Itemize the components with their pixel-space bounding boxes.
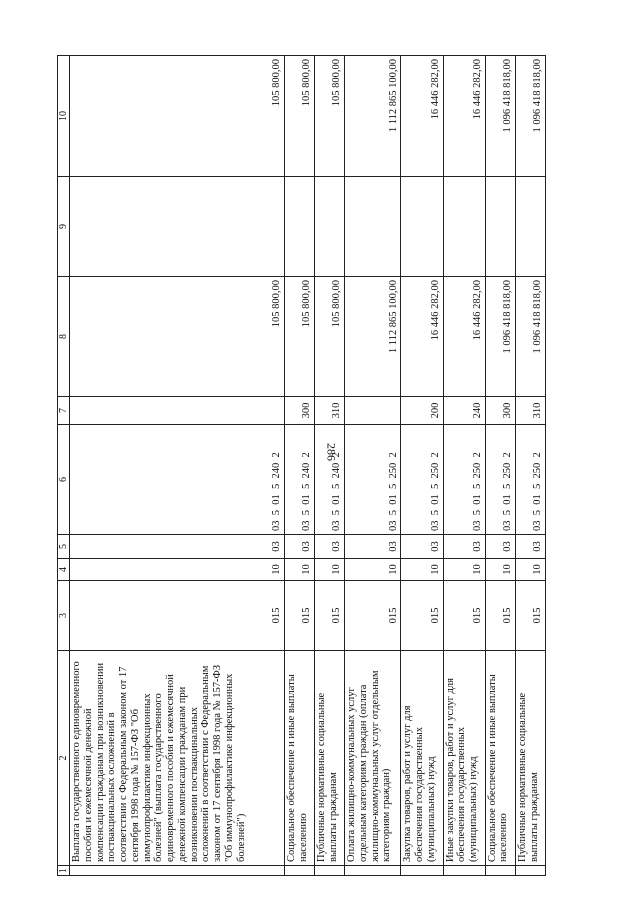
section-cell: 10: [70, 559, 285, 581]
row-number-cell: [515, 866, 545, 876]
row-number-cell: [315, 866, 345, 876]
subsection-cell: 03: [485, 535, 515, 559]
table-row: [345, 56, 401, 876]
section-cell: 10: [285, 559, 315, 581]
row-number-cell: [485, 866, 515, 876]
subsection-cell: 03: [443, 535, 485, 559]
amount-2-cell: [485, 177, 515, 277]
total-cell: 105 800,00: [70, 56, 285, 177]
subsection-cell: 03: [401, 535, 443, 559]
amount-cell: 16 446 282,00: [401, 277, 443, 397]
section-cell: 10: [401, 559, 443, 581]
total-cell: 16 446 282,00: [401, 56, 443, 177]
amount-cell: 105 800,00: [285, 277, 315, 397]
header-col-10: 10: [58, 56, 70, 177]
description-cell: Выплата государственного единовременного пособия и ежемесячной денежной компенсации гражданам при возникновении поствакцинальных осложнений в соответствии с Федеральным законом от 17 сентября 1998 года № 157-ФЗ "Об иммунопрофилактике инфекционных болезней" (выплата государственного единовременного пособия и ежемесячной денежной компенсации гражданам при возникновении поствакцинальных осложнений в соответствии с Федеральным законом от 17 сентября 1998 года № 157-ФЗ "Об иммунопрофилактике инфекционных болезней"): [70, 651, 285, 866]
target-article-cell: 03 5 01 5 250 2: [401, 425, 443, 535]
target-article-cell: 03 5 01 5 250 2: [485, 425, 515, 535]
section-cell: 10: [443, 559, 485, 581]
admin-code-cell: 015: [315, 581, 345, 651]
table-row: [443, 56, 485, 876]
subsection-cell: 03: [345, 535, 401, 559]
page-number: 286: [324, 443, 339, 461]
amount-cell: 16 446 282,00: [443, 277, 485, 397]
admin-code-cell: 015: [515, 581, 545, 651]
target-article-cell: 03 5 01 5 240 2: [70, 425, 285, 535]
amount-cell: 1 096 418 818,00: [485, 277, 515, 397]
total-cell: 16 446 282,00: [443, 56, 485, 177]
header-col-2: 2: [58, 651, 70, 866]
subsection-cell: 03: [285, 535, 315, 559]
header-col-7: 7: [58, 397, 70, 425]
amount-2-cell: [345, 177, 401, 277]
amount-2-cell: [285, 177, 315, 277]
row-number-cell: [70, 866, 285, 876]
header-row: [58, 56, 70, 876]
subsection-cell: 03: [70, 535, 285, 559]
expense-type-cell: 300: [485, 397, 515, 425]
section-cell: 10: [345, 559, 401, 581]
amount-cell: 105 800,00: [315, 277, 345, 397]
description-cell: Социальное обеспечение и иные выплаты населению: [485, 651, 515, 866]
amount-2-cell: [515, 177, 545, 277]
section-cell: 10: [315, 559, 345, 581]
target-article-cell: 03 5 01 5 250 2: [443, 425, 485, 535]
budget-table: [57, 55, 546, 876]
expense-type-cell: 310: [315, 397, 345, 425]
expense-type-cell: 200: [401, 397, 443, 425]
header-col-9: 9: [58, 177, 70, 277]
description-cell: Публичные нормативные социальные выплаты гражданам: [315, 651, 345, 866]
description-cell: Иные закупки товаров, работ и услуг для обеспечения государственных (муниципальных) нужд: [443, 651, 485, 866]
subsection-cell: 03: [515, 535, 545, 559]
section-cell: 10: [485, 559, 515, 581]
table-row: [285, 56, 315, 876]
total-cell: 105 800,00: [285, 56, 315, 177]
description-cell: Закупка товаров, работ и услуг для обеспечения государственных (муниципальных) нужд: [401, 651, 443, 866]
row-number-cell: [443, 866, 485, 876]
total-cell: 1 096 418 818,00: [485, 56, 515, 177]
table-row: [315, 56, 345, 876]
header-col-3: 3: [58, 581, 70, 651]
row-number-cell: [345, 866, 401, 876]
description-cell: Публичные нормативные социальные выплаты гражданам: [515, 651, 545, 866]
admin-code-cell: 015: [485, 581, 515, 651]
amount-cell: 1 096 418 818,00: [515, 277, 545, 397]
total-cell: 1 112 865 100,00: [345, 56, 401, 177]
amount-2-cell: [70, 177, 285, 277]
target-article-cell: 03 5 01 5 240 2: [285, 425, 315, 535]
row-number-cell: [285, 866, 315, 876]
expense-type-cell: [70, 397, 285, 425]
subsection-cell: 03: [315, 535, 345, 559]
admin-code-cell: 015: [285, 581, 315, 651]
total-cell: 1 096 418 818,00: [515, 56, 545, 177]
admin-code-cell: 015: [443, 581, 485, 651]
amount-2-cell: [315, 177, 345, 277]
amount-cell: 1 112 865 100,00: [345, 277, 401, 397]
admin-code-cell: 015: [401, 581, 443, 651]
target-article-cell: 03 5 01 5 240 2: [315, 425, 345, 535]
expense-type-cell: 300: [285, 397, 315, 425]
description-cell: Социальное обеспечение и иные выплаты населению: [285, 651, 315, 866]
section-cell: 10: [515, 559, 545, 581]
header-col-6: 6: [58, 425, 70, 535]
table-row: [401, 56, 443, 876]
header-col-4: 4: [58, 559, 70, 581]
row-number-cell: [401, 866, 443, 876]
table-row: [485, 56, 515, 876]
table-row: [70, 56, 285, 876]
header-col-1: 1: [58, 866, 70, 876]
amount-cell: 105 800,00: [70, 277, 285, 397]
expense-type-cell: 310: [515, 397, 545, 425]
expense-type-cell: 240: [443, 397, 485, 425]
target-article-cell: 03 5 01 5 250 2: [515, 425, 545, 535]
target-article-cell: 03 5 01 5 250 2: [345, 425, 401, 535]
amount-2-cell: [443, 177, 485, 277]
admin-code-cell: 015: [70, 581, 285, 651]
header-col-5: 5: [58, 535, 70, 559]
description-cell: Оплата жилищно-коммунальных услуг отдельным категориям граждан (оплата жилищно-коммунальных услуг отдельным категориям граждан): [345, 651, 401, 866]
expense-type-cell: [345, 397, 401, 425]
total-cell: 105 800,00: [315, 56, 345, 177]
budget-table-container: [57, 56, 546, 876]
header-col-8: 8: [58, 277, 70, 397]
table-row: [515, 56, 545, 876]
admin-code-cell: 015: [345, 581, 401, 651]
amount-2-cell: [401, 177, 443, 277]
